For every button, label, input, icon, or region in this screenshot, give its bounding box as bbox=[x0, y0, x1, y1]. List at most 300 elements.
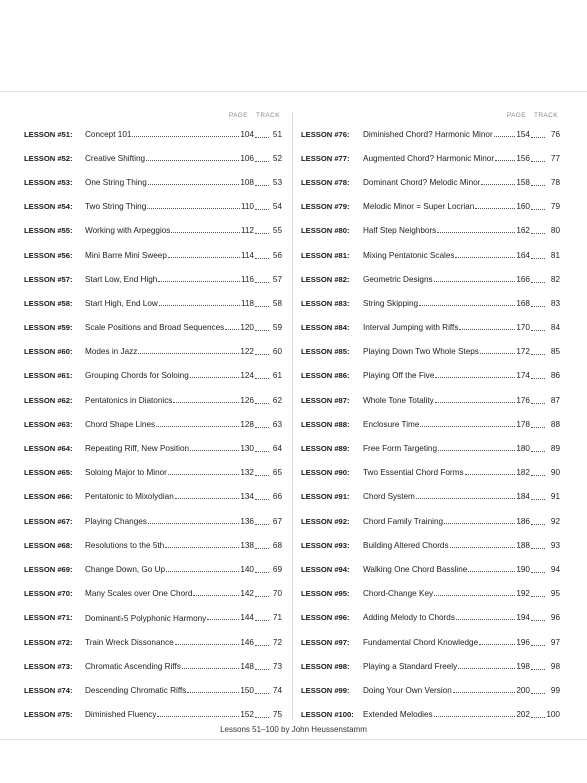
dot-leader bbox=[434, 280, 516, 282]
page-number: 150 bbox=[240, 685, 254, 695]
lesson-number: LESSON #84: bbox=[301, 323, 350, 333]
toc-entry[interactable] bbox=[301, 509, 560, 533]
dot-leader bbox=[157, 715, 239, 717]
dot-leader bbox=[479, 643, 515, 645]
dot-leader bbox=[255, 160, 269, 162]
dot-leader bbox=[531, 136, 545, 138]
page-number: 194 bbox=[516, 613, 530, 623]
lesson-title: Chord Shape Lines bbox=[85, 419, 156, 429]
dot-leader bbox=[255, 668, 269, 670]
dot-leader bbox=[182, 667, 239, 669]
page-number: 176 bbox=[516, 395, 530, 405]
lesson-number: LESSON #95: bbox=[301, 589, 350, 599]
dot-leader bbox=[255, 329, 269, 331]
lesson-number: LESSON #78: bbox=[301, 177, 350, 187]
toc-entry[interactable] bbox=[24, 509, 282, 533]
track-number: 63 bbox=[272, 419, 282, 429]
dot-leader bbox=[168, 256, 240, 258]
track-number: 88 bbox=[550, 419, 560, 429]
toc-entry[interactable] bbox=[301, 630, 560, 654]
dot-leader bbox=[531, 571, 545, 573]
track-number: 89 bbox=[550, 444, 560, 454]
page-number: 142 bbox=[240, 589, 254, 599]
lesson-title: Repeating Riff, New Position bbox=[85, 444, 190, 454]
lesson-title: Free Form Targeting bbox=[363, 444, 438, 454]
toc-entry[interactable] bbox=[24, 606, 282, 630]
toc-entry[interactable] bbox=[301, 557, 560, 581]
dot-leader bbox=[255, 498, 269, 500]
dot-leader bbox=[255, 402, 269, 404]
toc-entry[interactable] bbox=[24, 340, 282, 364]
dot-leader bbox=[255, 716, 269, 718]
dot-leader bbox=[146, 159, 239, 161]
lesson-number: LESSON #74: bbox=[24, 685, 73, 695]
toc-entry[interactable] bbox=[24, 219, 282, 243]
toc-entry[interactable] bbox=[301, 436, 560, 460]
page-number: 106 bbox=[240, 153, 254, 163]
dot-leader bbox=[132, 135, 239, 137]
track-number: 82 bbox=[550, 274, 560, 284]
lesson-title: Enclosure Time bbox=[363, 419, 420, 429]
toc-entry[interactable] bbox=[24, 436, 282, 460]
dot-leader bbox=[166, 570, 239, 572]
dot-leader bbox=[190, 376, 240, 378]
lesson-number: LESSON #58: bbox=[24, 298, 73, 308]
dot-leader bbox=[158, 280, 240, 282]
lesson-number: LESSON #80: bbox=[301, 226, 350, 236]
dot-leader bbox=[531, 595, 545, 597]
toc-entry[interactable] bbox=[301, 170, 560, 194]
dot-leader bbox=[531, 668, 545, 670]
track-number: 74 bbox=[272, 685, 282, 695]
lesson-number: LESSON #64: bbox=[24, 444, 73, 454]
lesson-number: LESSON #91: bbox=[301, 492, 350, 502]
track-number: 60 bbox=[272, 347, 282, 357]
toc-entry[interactable] bbox=[24, 267, 282, 291]
toc-list-right bbox=[301, 122, 560, 727]
lesson-number: LESSON #63: bbox=[24, 419, 73, 429]
dot-leader bbox=[458, 667, 515, 669]
dot-leader bbox=[187, 691, 239, 693]
lesson-title: String Skipping bbox=[363, 298, 419, 308]
lesson-number: LESSON #85: bbox=[301, 347, 350, 357]
dot-leader bbox=[165, 546, 239, 548]
page-number: 136 bbox=[240, 516, 254, 526]
lesson-title: Chord-Change Key bbox=[363, 589, 434, 599]
toc-column-left bbox=[24, 110, 282, 727]
track-number: 77 bbox=[550, 153, 560, 163]
toc-entry[interactable] bbox=[24, 170, 282, 194]
toc-entry[interactable] bbox=[301, 146, 560, 170]
toc-entry[interactable] bbox=[24, 291, 282, 315]
lesson-title: Dominant Chord? Melodic Minor bbox=[363, 177, 481, 187]
page-number: 192 bbox=[516, 589, 530, 599]
dot-leader bbox=[435, 376, 515, 378]
toc-entry[interactable] bbox=[301, 316, 560, 340]
dot-leader bbox=[531, 402, 545, 404]
lesson-title: Chord Family Training bbox=[363, 516, 444, 526]
lesson-number: LESSON #77: bbox=[301, 153, 350, 163]
lesson-title: Diminished Fluency bbox=[85, 710, 157, 720]
toc-entry[interactable] bbox=[24, 557, 282, 581]
lesson-title: Chord System bbox=[363, 492, 415, 502]
toc-entry[interactable] bbox=[24, 195, 282, 219]
lesson-title: Chromatic Ascending Riffs bbox=[85, 661, 181, 671]
lesson-number: LESSON #53: bbox=[24, 177, 73, 187]
page-number: 174 bbox=[516, 371, 530, 381]
toc-entry[interactable] bbox=[301, 654, 560, 678]
dot-leader bbox=[175, 497, 240, 499]
page-number: 196 bbox=[516, 637, 530, 647]
track-number: 57 bbox=[272, 274, 282, 284]
lesson-title: Creative Shifting bbox=[85, 153, 146, 163]
dot-leader bbox=[531, 547, 545, 549]
track-number: 67 bbox=[272, 516, 282, 526]
lesson-title: Many Scales over One Chord bbox=[85, 589, 193, 599]
page-number: 168 bbox=[516, 298, 530, 308]
dot-leader bbox=[255, 547, 269, 549]
track-number: 76 bbox=[550, 129, 560, 139]
toc-entry[interactable] bbox=[301, 267, 560, 291]
lesson-number: LESSON #70: bbox=[24, 589, 73, 599]
page-number: 138 bbox=[240, 540, 254, 550]
track-number: 64 bbox=[272, 444, 282, 454]
lesson-title: Whole Tone Totality bbox=[363, 395, 434, 405]
toc-entry[interactable] bbox=[24, 122, 282, 146]
track-number: 66 bbox=[272, 492, 282, 502]
page-number: 114 bbox=[240, 250, 254, 260]
track-number: 70 bbox=[272, 589, 282, 599]
track-number: 75 bbox=[272, 710, 282, 720]
dot-leader bbox=[255, 523, 269, 525]
lesson-number: LESSON #90: bbox=[301, 468, 350, 478]
toc-entry[interactable] bbox=[24, 654, 282, 678]
page-number: 156 bbox=[516, 153, 530, 163]
dot-leader bbox=[225, 328, 239, 330]
lesson-title: Extended Melodies bbox=[363, 710, 433, 720]
dot-leader bbox=[168, 473, 239, 475]
toc-entry[interactable] bbox=[301, 291, 560, 315]
page-number: 134 bbox=[240, 492, 254, 502]
page-number: 164 bbox=[516, 250, 530, 260]
dot-leader bbox=[255, 474, 269, 476]
dot-leader bbox=[438, 449, 515, 451]
page-number: 170 bbox=[516, 323, 530, 333]
toc-entry[interactable] bbox=[24, 582, 282, 606]
track-number: 85 bbox=[550, 347, 560, 357]
track-number: 87 bbox=[550, 395, 560, 405]
track-column-label: TRACK bbox=[255, 112, 280, 119]
toc-entry[interactable] bbox=[24, 316, 282, 340]
dot-leader bbox=[159, 304, 240, 306]
track-number: 84 bbox=[550, 323, 560, 333]
dot-leader bbox=[255, 377, 269, 379]
lesson-title: Adding Melody to Chords bbox=[363, 613, 455, 623]
toc-list-left bbox=[24, 122, 282, 727]
page-number: 148 bbox=[240, 661, 254, 671]
track-number: 97 bbox=[550, 637, 560, 647]
dot-leader bbox=[444, 522, 515, 524]
toc-entry[interactable] bbox=[24, 388, 282, 412]
toc-entry[interactable] bbox=[301, 678, 560, 702]
track-number: 51 bbox=[272, 129, 282, 139]
toc-entry[interactable] bbox=[24, 485, 282, 509]
page-number: 182 bbox=[516, 468, 530, 478]
page-number: 202 bbox=[516, 710, 530, 720]
lesson-title: Playing a Standard Freely bbox=[363, 661, 458, 671]
toc-entry[interactable] bbox=[24, 533, 282, 557]
track-number: 72 bbox=[272, 637, 282, 647]
page-number: 130 bbox=[240, 444, 254, 454]
dot-leader bbox=[193, 594, 239, 596]
dot-leader bbox=[156, 425, 239, 427]
toc-entry[interactable] bbox=[24, 703, 282, 727]
dot-leader bbox=[190, 449, 239, 451]
track-number: 100 bbox=[546, 710, 560, 720]
track-number: 78 bbox=[550, 177, 560, 187]
toc-entry[interactable] bbox=[24, 243, 282, 267]
dot-leader bbox=[531, 716, 545, 718]
track-number: 98 bbox=[550, 661, 560, 671]
toc-entry[interactable] bbox=[301, 412, 560, 436]
toc-entry[interactable] bbox=[24, 412, 282, 436]
dot-leader bbox=[435, 401, 516, 403]
dot-leader bbox=[416, 497, 515, 499]
track-number: 94 bbox=[550, 564, 560, 574]
dot-leader bbox=[531, 498, 545, 500]
lesson-number: LESSON #56: bbox=[24, 250, 73, 260]
page-number: 166 bbox=[516, 274, 530, 284]
lesson-title: Descending Chromatic Riffs bbox=[85, 685, 187, 695]
dot-leader bbox=[255, 184, 269, 186]
page-number: 140 bbox=[240, 564, 254, 574]
bottom-rule bbox=[0, 739, 587, 740]
dot-leader bbox=[531, 184, 545, 186]
page-number: 108 bbox=[240, 177, 254, 187]
toc-column-right bbox=[301, 110, 560, 727]
lesson-title: Concept 101 bbox=[85, 129, 132, 139]
lesson-number: LESSON #57: bbox=[24, 274, 73, 284]
dot-leader bbox=[148, 522, 239, 524]
track-number: 71 bbox=[272, 613, 282, 623]
page-number: 116 bbox=[240, 274, 254, 284]
toc-entry[interactable] bbox=[301, 195, 560, 219]
toc-entry[interactable] bbox=[301, 461, 560, 485]
lesson-title: Scale Positions and Broad Sequences bbox=[85, 323, 225, 333]
lesson-title: Fundamental Chord Knowledge bbox=[363, 637, 479, 647]
page-number: 178 bbox=[516, 419, 530, 429]
lesson-title: Start Low, End High bbox=[85, 274, 158, 284]
dot-leader bbox=[255, 353, 269, 355]
lesson-number: LESSON #79: bbox=[301, 202, 350, 212]
lesson-number: LESSON #97: bbox=[301, 637, 350, 647]
toc-entry[interactable] bbox=[24, 364, 282, 388]
toc-entry[interactable] bbox=[301, 606, 560, 630]
toc-entry[interactable] bbox=[24, 630, 282, 654]
lesson-title: Melodic Minor = Super Locrian bbox=[363, 202, 475, 212]
page-number: 190 bbox=[516, 564, 530, 574]
lesson-number: LESSON #71: bbox=[24, 613, 73, 623]
dot-leader bbox=[465, 473, 516, 475]
lesson-title: Change Down, Go Up bbox=[85, 564, 166, 574]
lesson-title: Interval Jumping with Riffs bbox=[363, 323, 459, 333]
toc-entry[interactable] bbox=[24, 146, 282, 170]
page-number: 152 bbox=[240, 710, 254, 720]
toc-entry[interactable] bbox=[301, 582, 560, 606]
dot-leader bbox=[207, 618, 239, 620]
page-number: 132 bbox=[240, 468, 254, 478]
lesson-number: LESSON #52: bbox=[24, 153, 73, 163]
lesson-title: Train Wreck Dissonance bbox=[85, 637, 174, 647]
lesson-title: Building Altered Chords bbox=[363, 540, 449, 550]
lesson-number: LESSON #68: bbox=[24, 540, 73, 550]
page-number: 188 bbox=[516, 540, 530, 550]
page-number: 186 bbox=[516, 516, 530, 526]
track-number: 79 bbox=[550, 202, 560, 212]
column-header bbox=[24, 110, 282, 122]
footer-caption: Lessons 51–100 by John Heussenstamm bbox=[220, 725, 367, 734]
dot-leader bbox=[255, 595, 269, 597]
track-number: 69 bbox=[272, 564, 282, 574]
toc-entry[interactable] bbox=[301, 243, 560, 267]
toc-entry[interactable] bbox=[301, 703, 560, 727]
dot-leader bbox=[437, 231, 515, 233]
lesson-title: Half Step Neighbors bbox=[363, 226, 437, 236]
page-number: 112 bbox=[240, 226, 254, 236]
lesson-title: Doing Your Own Version bbox=[363, 685, 452, 695]
lesson-number: LESSON #76: bbox=[301, 129, 350, 139]
lesson-number: LESSON #82: bbox=[301, 274, 350, 284]
top-rule bbox=[0, 91, 587, 92]
toc-entry[interactable] bbox=[301, 122, 560, 146]
track-number: 96 bbox=[550, 613, 560, 623]
column-header bbox=[301, 110, 560, 122]
dot-leader bbox=[531, 257, 545, 259]
track-number: 95 bbox=[550, 589, 560, 599]
toc-entry[interactable] bbox=[301, 340, 560, 364]
toc-entry[interactable] bbox=[301, 485, 560, 509]
dot-leader bbox=[148, 183, 240, 185]
dot-leader bbox=[419, 304, 515, 306]
page-number: 144 bbox=[240, 613, 254, 623]
lesson-title: Dominant♭5 Polyphonic Harmony bbox=[85, 613, 207, 623]
lesson-title: Resolutions to the 5th bbox=[85, 540, 165, 550]
dot-leader bbox=[255, 281, 269, 283]
page-number: 160 bbox=[516, 202, 530, 212]
page-number: 146 bbox=[240, 637, 254, 647]
toc-entry[interactable] bbox=[24, 461, 282, 485]
page-number: 172 bbox=[516, 347, 530, 357]
lesson-title: Pentatonics in Diatonics bbox=[85, 395, 173, 405]
lesson-title: Pentatonic to Mixolydian bbox=[85, 492, 174, 502]
dot-leader bbox=[531, 208, 545, 210]
page-number: 180 bbox=[516, 444, 530, 454]
dot-leader bbox=[255, 305, 269, 307]
track-number: 73 bbox=[272, 661, 282, 671]
dot-leader bbox=[531, 450, 545, 452]
dot-leader bbox=[255, 257, 269, 259]
lesson-title: Diminished Chord? Harmonic Minor bbox=[363, 129, 493, 139]
page-column-label: PAGE bbox=[506, 112, 526, 119]
lesson-number: LESSON #100: bbox=[301, 710, 354, 720]
dot-leader bbox=[468, 570, 515, 572]
dot-leader bbox=[255, 208, 269, 210]
lesson-title: Modes in Jazz bbox=[85, 347, 138, 357]
lesson-number: LESSON #51: bbox=[24, 129, 73, 139]
toc-entry[interactable] bbox=[301, 364, 560, 388]
toc-entry[interactable] bbox=[301, 533, 560, 557]
lesson-number: LESSON #75: bbox=[24, 710, 73, 720]
track-number: 91 bbox=[550, 492, 560, 502]
track-number: 68 bbox=[272, 540, 282, 550]
track-number: 80 bbox=[550, 226, 560, 236]
lesson-number: LESSON #72: bbox=[24, 637, 73, 647]
lesson-number: LESSON #96: bbox=[301, 613, 350, 623]
lesson-number: LESSON #89: bbox=[301, 444, 350, 454]
dot-leader bbox=[531, 160, 545, 162]
dot-leader bbox=[531, 281, 545, 283]
toc-entry[interactable] bbox=[24, 678, 282, 702]
dot-leader bbox=[175, 643, 240, 645]
lesson-title: Working with Arpeggios bbox=[85, 226, 171, 236]
page-number: 110 bbox=[240, 202, 254, 212]
dot-leader bbox=[255, 692, 269, 694]
dot-leader bbox=[531, 305, 545, 307]
lesson-title: Augmented Chord? Harmonic Minor bbox=[363, 153, 495, 163]
dot-leader bbox=[480, 352, 515, 354]
dot-leader bbox=[531, 426, 545, 428]
lesson-number: LESSON #65: bbox=[24, 468, 73, 478]
lesson-number: LESSON #62: bbox=[24, 395, 73, 405]
dot-leader bbox=[255, 450, 269, 452]
page-number: 124 bbox=[240, 371, 254, 381]
track-number: 99 bbox=[550, 685, 560, 695]
dot-leader bbox=[531, 474, 545, 476]
lesson-number: LESSON #94: bbox=[301, 564, 350, 574]
toc-entry[interactable] bbox=[301, 219, 560, 243]
dot-leader bbox=[453, 691, 516, 693]
lesson-number: LESSON #98: bbox=[301, 661, 350, 671]
lesson-title: Two Essential Chord Forms bbox=[363, 468, 464, 478]
lesson-number: LESSON #86: bbox=[301, 371, 350, 381]
track-number: 62 bbox=[272, 395, 282, 405]
lesson-number: LESSON #87: bbox=[301, 395, 350, 405]
track-number: 58 bbox=[272, 298, 282, 308]
lesson-title: Geometric Designs bbox=[363, 274, 433, 284]
dot-leader bbox=[434, 715, 516, 717]
track-number: 65 bbox=[272, 468, 282, 478]
track-number: 86 bbox=[550, 371, 560, 381]
page-number: 158 bbox=[516, 177, 530, 187]
lesson-number: LESSON #54: bbox=[24, 202, 73, 212]
lesson-number: LESSON #55: bbox=[24, 226, 73, 236]
lesson-title: Playing Changes bbox=[85, 516, 147, 526]
dot-leader bbox=[531, 523, 545, 525]
dot-leader bbox=[531, 329, 545, 331]
track-number: 61 bbox=[272, 371, 282, 381]
dot-leader bbox=[450, 546, 516, 548]
track-number: 83 bbox=[550, 298, 560, 308]
dot-leader bbox=[531, 377, 545, 379]
lesson-title: Two String Thing bbox=[85, 202, 147, 212]
lesson-number: LESSON #69: bbox=[24, 564, 73, 574]
dot-leader bbox=[531, 232, 545, 234]
toc-entry[interactable] bbox=[301, 388, 560, 412]
lesson-title: Soloing Major to Minor bbox=[85, 468, 167, 478]
lesson-number: LESSON #93: bbox=[301, 540, 350, 550]
page-number: 200 bbox=[516, 685, 530, 695]
dot-leader bbox=[420, 425, 515, 427]
